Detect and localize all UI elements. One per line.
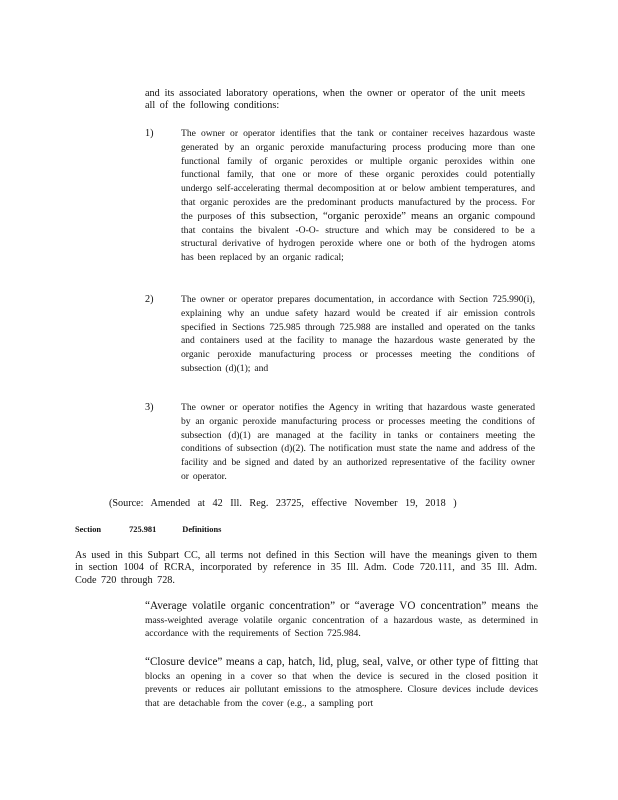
definition-term: “Average volatile organic concentration” or “average VO concentration” means — [145, 600, 521, 612]
section-number: 725.981 — [129, 525, 157, 534]
section-heading — [75, 524, 375, 536]
definition-term: “Closure device” means a cap, hatch, lid, plug, seal, valve, or other type of fitting — [145, 656, 520, 668]
condition-number: 3) — [145, 402, 154, 413]
condition-text-part-c: compound that contains the bivalent -O-O- structure and which may be considered to be a structural derivative of hydrogen peroxide where one or both of the hydrogen atoms has been replaced by an organic radical; — [181, 210, 535, 264]
condition-text: The owner or operator notifies the Agency in writing that hazardous waste generated by an organic peroxide manufacturing process or processes meeting the conditions of subsection (d)(1) are managed at the facility in tanks or containers meeting the conditions of subsection (d)(2). The notification must state the name and address of the facility and be signed and dated by an authorized representative of the facility owner or operator. — [181, 402, 535, 482]
definition-body: that blocks an opening in a cover so that when the device is secured in the closed position it prevents or reduces air pollutant emissions to the atmosphere. Closure devices include devices that are detachable from the cover (e.g., a sampling port — [145, 657, 539, 709]
section-title: Definitions — [182, 525, 222, 534]
condition-number: 2) — [145, 294, 154, 305]
condition-text: The owner or operator prepares documentation, in accordance with Section 725.990(i), explaining why an undue safety hazard would be created if air emission controls specified in Sections 725.985 through 725.988 are installed and operated on the tanks and containers used at the facility to manage the hazardous waste generated by the organic peroxide manufacturing process or processes meeting the conditions of subsection (d)(1); and — [181, 294, 535, 374]
intro-paragraph: and its associated laboratory operations, when the owner or operator of the unit meets all of the following conditions: — [145, 88, 525, 111]
condition-text — [181, 127, 535, 265]
definition-body: the mass-weighted average volatile organic concentration of a hazardous waste, as determined in accordance with the requirements of Section 725.984. — [145, 601, 538, 640]
section-label: Section — [75, 525, 102, 534]
definition-closure-device — [145, 656, 538, 710]
condition-number: 1) — [145, 128, 154, 139]
condition-text-part-b: of this subsection, “organic peroxide” means an organic — [236, 210, 490, 222]
condition-text-part-a: The owner or operator identifies that the tank or container receives hazardous waste generated by an organic peroxide manufacturing process producing more than one functional family of organic peroxides or multiple organic peroxides within one functional family, that one or more of these organic peroxides could potentially undergo self-accelerating thermal decomposition at or below ambient temperatures, and that organic peroxides are the predominant products manufactured by the process. For the purposes — [181, 128, 535, 222]
section-intro-paragraph: As used in this Subpart CC, all terms not defined in this Section will have the meanings given to them in section 1004 of RCRA, incorporated by reference in 35 Ill. Adm. Code 720.111, and 35 Ill. Adm. Code 720 through 728. — [75, 550, 537, 586]
definition-average-vo-concentration — [145, 600, 538, 641]
source-note: (Source: Amended at 42 Ill. Reg. 23725, effective November 19, 2018 ) — [109, 498, 457, 509]
